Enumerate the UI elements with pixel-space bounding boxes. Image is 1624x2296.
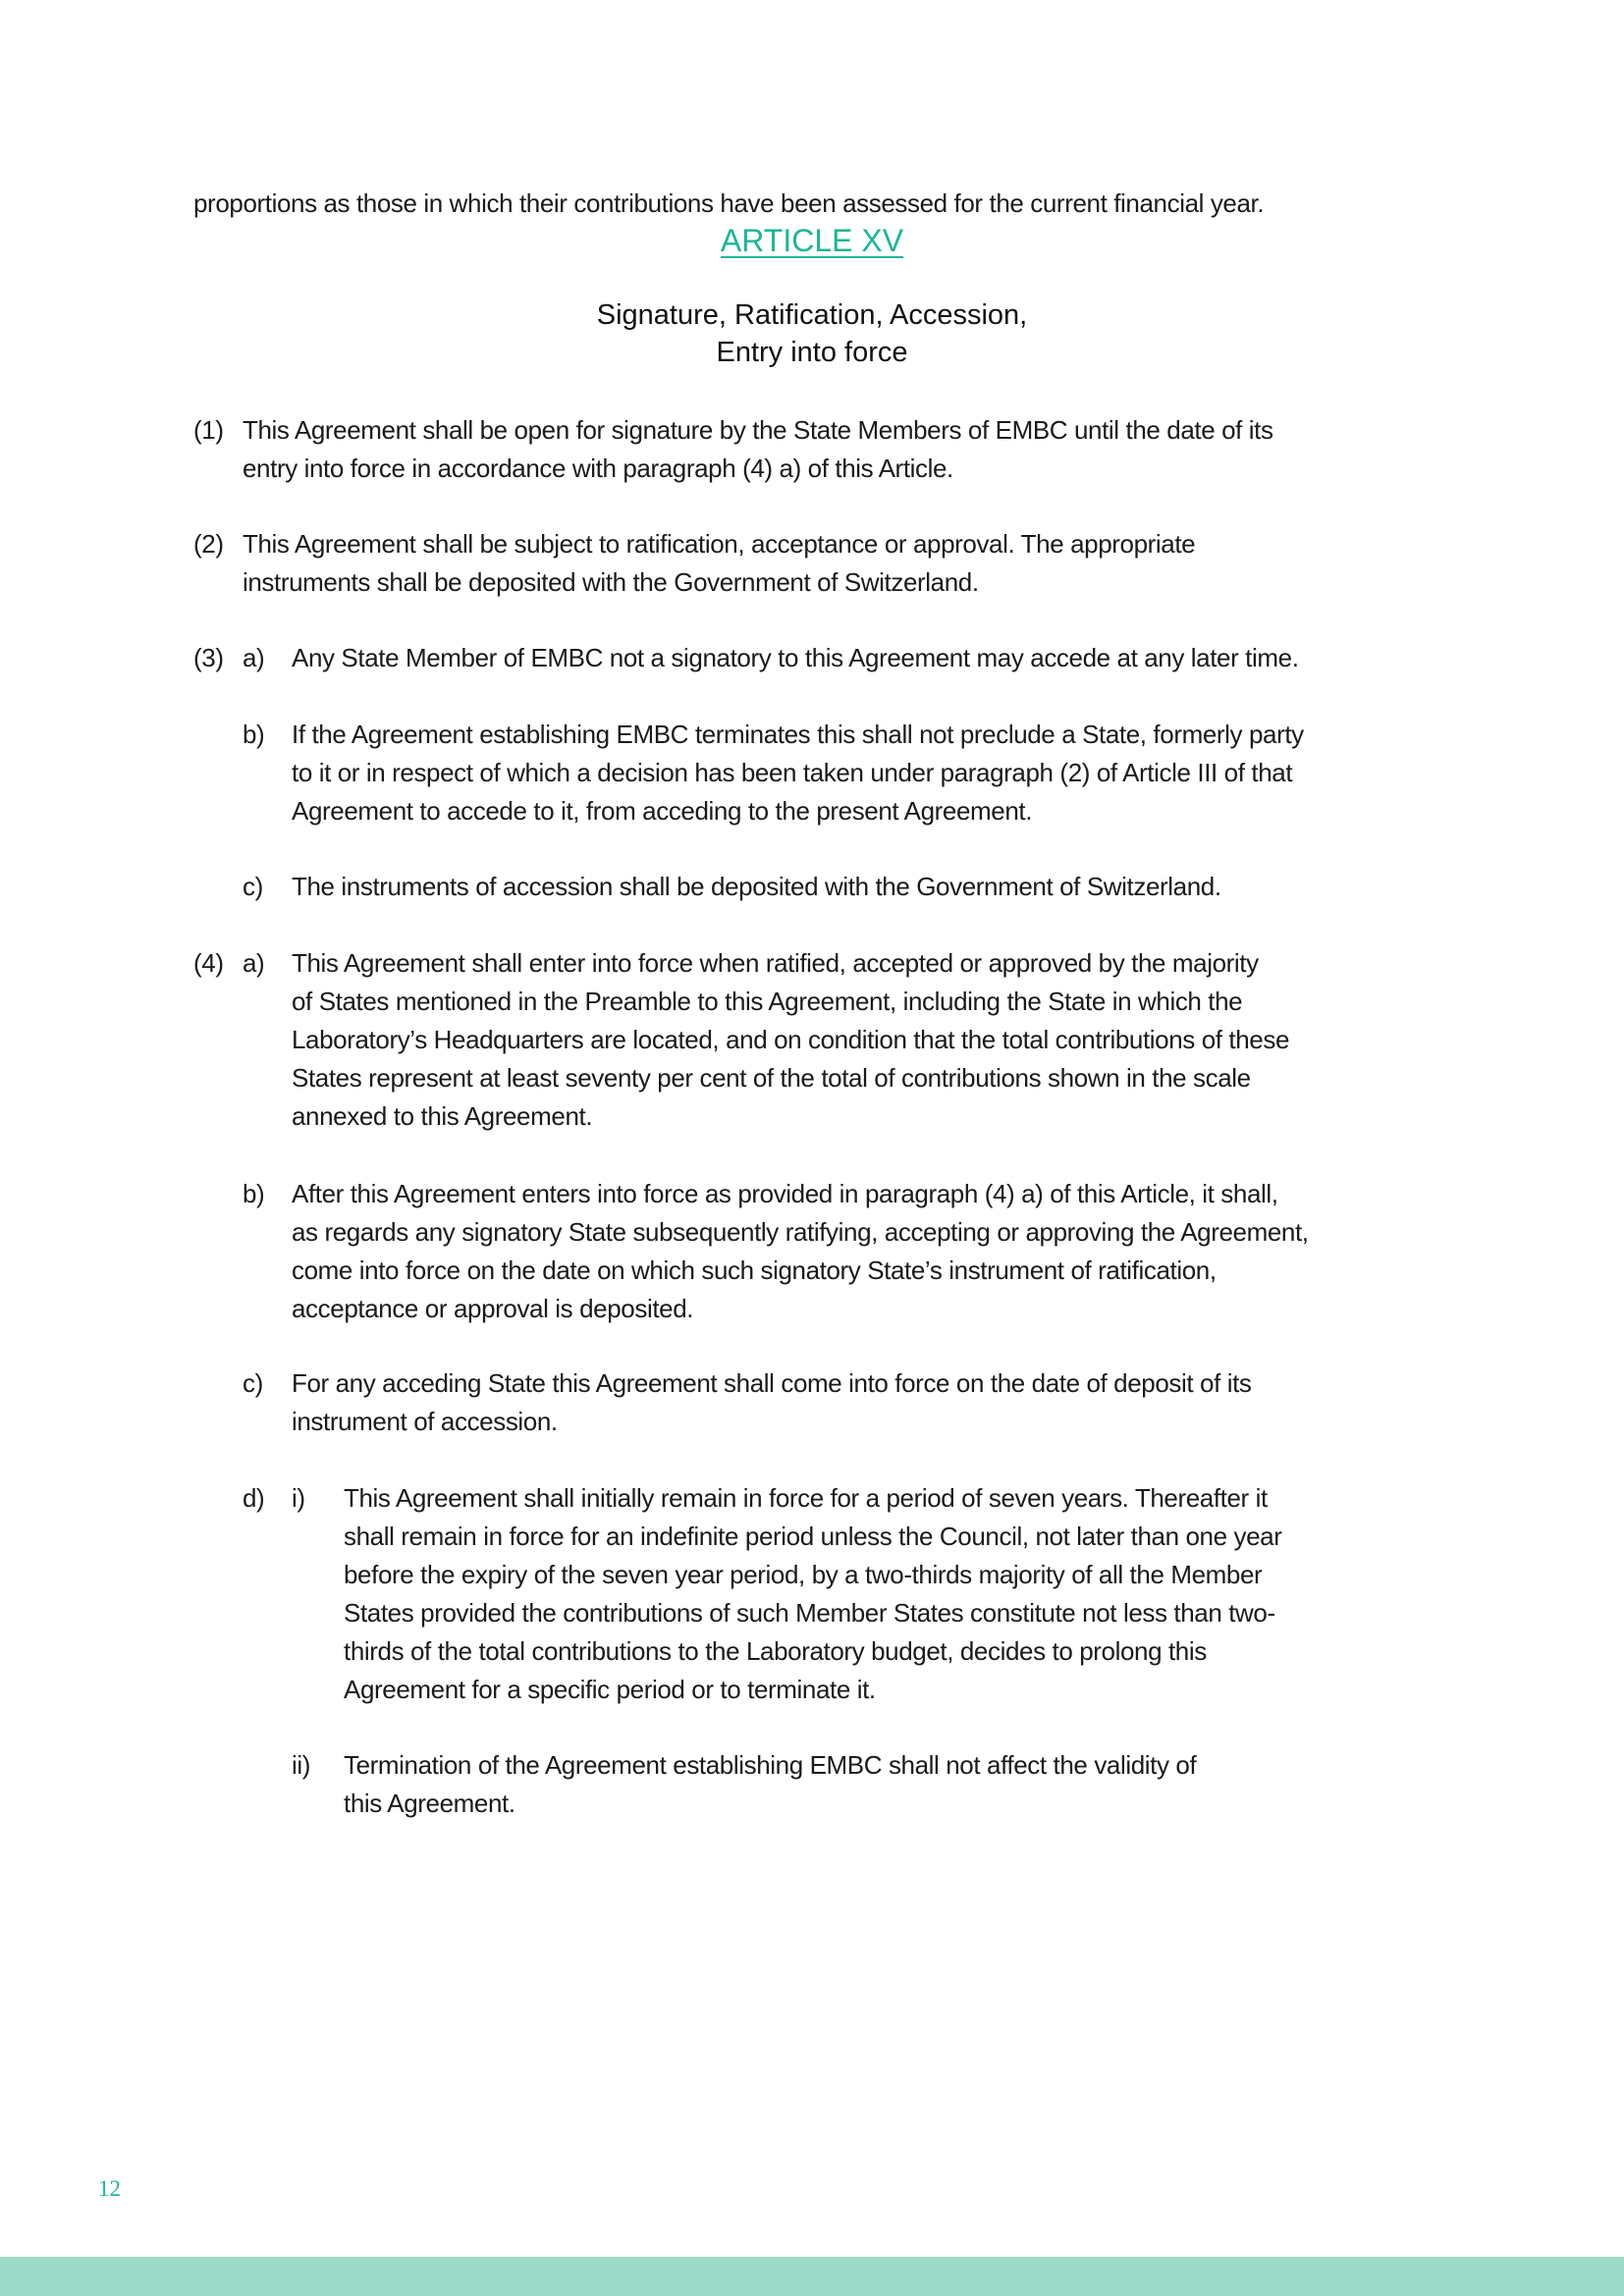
- clause-line: of States mentioned in the Preamble to this Agreement, including the State in which the: [292, 987, 1243, 1016]
- clause-number: (3): [193, 643, 224, 672]
- sub-clause-label: a): [243, 948, 265, 978]
- article-title: ARTICLE XV: [720, 223, 904, 258]
- clause-line: States provided the contributions of such Member States constitute not less than two-: [344, 1598, 1275, 1628]
- sub-clause-label: c): [243, 872, 263, 901]
- clause-number: (1): [193, 415, 224, 445]
- clause-number: (2): [193, 529, 224, 559]
- clause-body: [292, 1175, 1480, 1328]
- clause-body: [292, 716, 1470, 830]
- subtitle-line-1: Signature, Ratification, Accession,: [596, 299, 1028, 331]
- clause-4c: [243, 1364, 1470, 1441]
- clause-2: [193, 525, 1450, 602]
- subtitle-line-2: Entry into force: [716, 337, 908, 368]
- clause-line: This Agreement shall be open for signature by the State Members of EMBC until the date of its: [243, 415, 1273, 445]
- clause-line: this Agreement.: [344, 1789, 515, 1818]
- clause-4d-i: [243, 1479, 1470, 1709]
- clause-line: to it or in respect of which a decision has been taken under paragraph (2) of Article III of that: [292, 758, 1293, 787]
- sub-sub-clause-label: i): [292, 1483, 305, 1513]
- clause-line: before the expiry of the seven year period, by a two-thirds majority of all the Member: [344, 1560, 1263, 1589]
- clause-line: entry into force in accordance with paragraph (4) a) of this Article.: [243, 454, 953, 483]
- sub-clause-label: c): [243, 1368, 263, 1398]
- clause-4d-ii: [292, 1746, 1470, 1823]
- clause-line: For any acceding State this Agreement shall come into force on the date of deposit of its: [292, 1368, 1252, 1398]
- clause-line: Agreement for a specific period or to terminate it.: [344, 1675, 876, 1704]
- clause-line: thirds of the total contributions to the Laboratory budget, decides to prolong this: [344, 1636, 1207, 1666]
- clause-body: [243, 411, 1450, 488]
- footer-band: [0, 2257, 1624, 2296]
- clause-4b: [243, 1175, 1480, 1328]
- clause-line: instrument of accession.: [292, 1407, 558, 1436]
- clause-line: shall remain in force for an indefinite period unless the Council, not later than one year: [344, 1522, 1282, 1551]
- lead-paragraph: proportions as those in which their contributions have been assessed for the current financial year.: [193, 188, 1265, 218]
- page-number: 12: [98, 2176, 121, 2201]
- clause-3a: [193, 639, 1470, 677]
- article-subtitle: [0, 296, 1624, 371]
- clause-line: States represent at least seventy per cent of the total of contributions shown in the scale: [292, 1063, 1251, 1093]
- clause-line: as regards any signatory State subsequently ratifying, accepting or approving the Agreement,: [292, 1217, 1309, 1247]
- clause-4a: [193, 944, 1470, 1136]
- sub-clause-label: d): [243, 1483, 265, 1513]
- clause-1: [193, 411, 1450, 488]
- clause-line: Any State Member of EMBC not a signatory to this Agreement may accede at any later time.: [292, 643, 1299, 672]
- sub-clause-label: a): [243, 643, 265, 672]
- clause-line: This Agreement shall enter into force when ratified, accepted or approved by the majority: [292, 948, 1259, 978]
- clause-line: acceptance or approval is deposited.: [292, 1294, 694, 1323]
- clause-line: Termination of the Agreement establishing EMBC shall not affect the validity of: [344, 1750, 1197, 1780]
- clause-body: [344, 1479, 1470, 1709]
- clause-body: [292, 944, 1470, 1136]
- clause-number: (4): [193, 948, 224, 978]
- clause-3c: [243, 868, 1470, 906]
- clause-line: This Agreement shall be subject to ratification, acceptance or approval. The appropriate: [243, 529, 1196, 559]
- sub-sub-clause-label: ii): [292, 1750, 311, 1780]
- clause-line: Laboratory’s Headquarters are located, and on condition that the total contributions of these: [292, 1025, 1290, 1054]
- clause-body: [292, 1364, 1470, 1441]
- clause-line: After this Agreement enters into force as provided in paragraph (4) a) of this Article, it shall,: [292, 1179, 1278, 1208]
- clause-3b: [243, 716, 1470, 830]
- clause-line: Agreement to accede to it, from acceding to the present Agreement.: [292, 796, 1033, 826]
- sub-clause-label: b): [243, 1179, 265, 1208]
- clause-body: [344, 1746, 1470, 1823]
- sub-clause-label: b): [243, 720, 265, 749]
- clause-line: If the Agreement establishing EMBC terminates this shall not preclude a State, formerly party: [292, 720, 1304, 749]
- clause-body: [292, 868, 1470, 906]
- clause-body: [292, 639, 1470, 677]
- clause-line: instruments shall be deposited with the Government of Switzerland.: [243, 567, 979, 597]
- clause-body: [243, 525, 1450, 602]
- clause-line: come into force on the date on which such signatory State’s instrument of ratification,: [292, 1255, 1217, 1285]
- clause-line: The instruments of accession shall be deposited with the Government of Switzerland.: [292, 872, 1221, 901]
- clause-line: annexed to this Agreement.: [292, 1101, 593, 1131]
- clause-line: This Agreement shall initially remain in force for a period of seven years. Thereafter it: [344, 1483, 1268, 1513]
